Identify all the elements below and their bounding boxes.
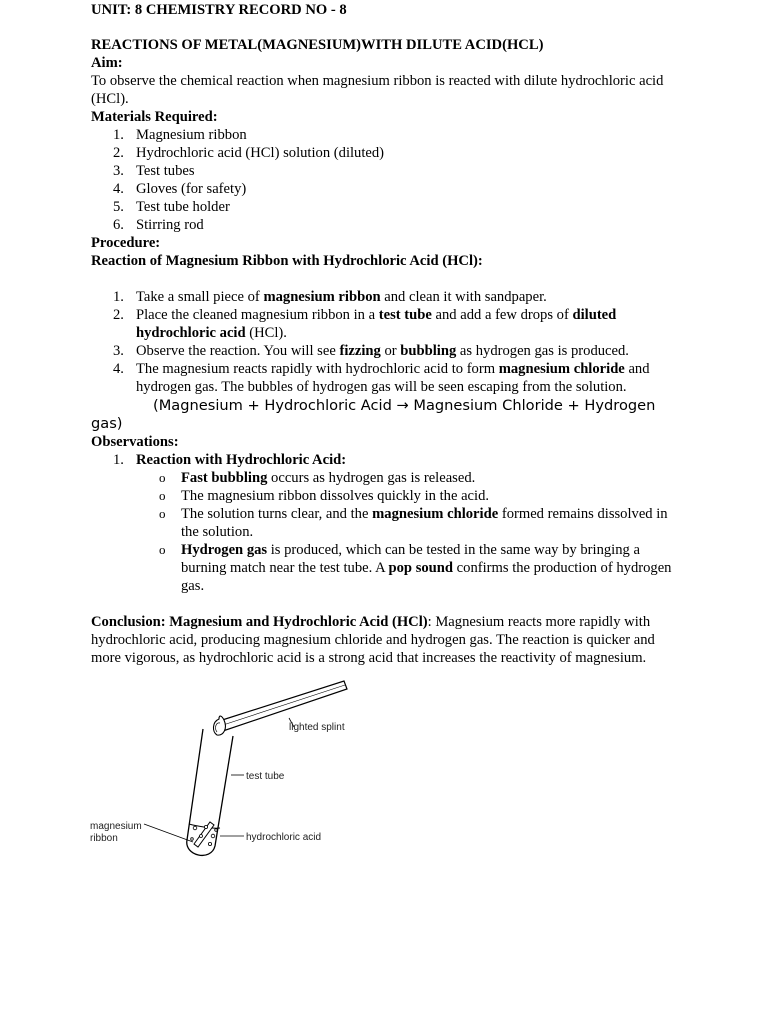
observation-text: is produced, which can be tested in the same way by bringing a burning match near the test tube. A [181, 542, 640, 576]
observation-text: formed remains dissolved in the solution. [181, 506, 668, 540]
step-text: Take a small piece of [136, 289, 264, 305]
material-item [91, 144, 681, 162]
procedure-step [91, 306, 681, 342]
materials-heading: Materials Required: [91, 109, 218, 125]
material-item [91, 198, 681, 216]
step-text: (HCl). [245, 325, 287, 341]
document-body [91, 54, 681, 667]
bullet-marker: o [159, 542, 166, 557]
apparatus-diagram [86, 676, 376, 876]
step-emphasis: bubbling [400, 343, 457, 359]
material-number: 1. [113, 127, 124, 143]
step-text: The magnesium reacts rapidly with hydrochloric acid to form [136, 361, 499, 377]
conclusion-label: Conclusion: Magnesium and Hydrochloric Acid (HCl) [91, 614, 428, 630]
material-item [91, 126, 681, 144]
material-number: 6. [113, 217, 124, 233]
material-text: Gloves (for safety) [136, 181, 247, 197]
step-text: Place the cleaned magnesium ribbon in a [136, 307, 379, 323]
observation-emphasis: pop sound [388, 560, 454, 576]
observation-text: occurs as hydrogen gas is released. [267, 470, 476, 486]
step-text: or [380, 343, 401, 359]
step-text: and hydrogen gas. The bubbles of hydrogen gas will be seen escaping from the solution. [136, 361, 650, 395]
material-text: Test tubes [136, 163, 195, 179]
material-number: 4. [113, 181, 124, 197]
flame-icon [213, 716, 225, 735]
procedure-subheading: Reaction of Magnesium Ribbon with Hydrochloric Acid (HCl): [91, 253, 483, 269]
bullet-marker: o [159, 506, 166, 521]
observation-point [91, 505, 681, 541]
label-test-tube: test tube [246, 771, 285, 782]
apparatus-svg [86, 676, 376, 876]
observation-point [91, 469, 681, 487]
observation-group [91, 451, 681, 469]
record-header: UNIT: 8 CHEMISTRY RECORD NO - 8 [91, 2, 347, 18]
label-magnesium: magnesium [90, 821, 142, 832]
step-text: and add a few drops of [431, 307, 573, 323]
material-number: 3. [113, 163, 124, 179]
observation-group-heading: Reaction with Hydrochloric Acid: [136, 452, 347, 468]
label-ribbon: ribbon [90, 833, 118, 844]
procedure-step [91, 342, 681, 360]
conclusion [91, 613, 681, 667]
observation-emphasis: Hydrogen gas [181, 542, 268, 558]
aim-text: To observe the chemical reaction when magnesium ribbon is reacted with dilute hydrochloric acid (HCl). [91, 73, 664, 107]
label-lighted-splint: lighted splint [289, 722, 345, 733]
step-number: 4. [113, 361, 124, 377]
experiment-title: REACTIONS OF METAL(MAGNESIUM)WITH DILUTE ACID(HCL) [91, 37, 544, 53]
observation-group-item [91, 451, 681, 469]
material-text: Test tube holder [136, 199, 230, 215]
materials-list [91, 126, 681, 234]
procedure-steps [91, 288, 681, 396]
observation-emphasis: magnesium chloride [372, 506, 499, 522]
material-text: Hydrochloric acid (HCl) solution (diluted) [136, 145, 385, 161]
observations-heading: Observations: [91, 434, 179, 450]
procedure-heading: Procedure: [91, 235, 161, 251]
bullet-marker: o [159, 488, 166, 503]
step-text: as hydrogen gas is produced. [456, 343, 629, 359]
material-text: Magnesium ribbon [136, 127, 247, 143]
observation-point [91, 487, 681, 505]
observation-points [91, 469, 681, 595]
step-emphasis: fizzing [339, 343, 381, 359]
material-item [91, 162, 681, 180]
step-text: Observe the reaction. You will see [136, 343, 340, 359]
step-emphasis: diluted hydrochloric acid [136, 307, 617, 341]
procedure-step [91, 288, 681, 306]
step-number: 1. [113, 289, 124, 305]
observation-emphasis: Fast bubbling [181, 470, 268, 486]
observation-text: The magnesium ribbon dissolves quickly in the acid. [181, 488, 490, 504]
material-number: 5. [113, 199, 124, 215]
procedure-step [91, 360, 681, 396]
material-item [91, 216, 681, 234]
step-emphasis: magnesium chloride [498, 361, 625, 377]
aim-heading: Aim: [91, 55, 123, 71]
material-item [91, 180, 681, 198]
observation-text: The solution turns clear, and the [181, 506, 373, 522]
bullet-marker: o [159, 470, 166, 485]
conclusion-text: : Magnesium reacts more rapidly with hydrochloric acid, producing magnesium chloride and hydrogen gas. The reaction is quicker and more vigorous, as hydrochloric acid is a strong acid that increases the reactivity of magnesium. [91, 614, 655, 666]
step-number: 3. [113, 343, 124, 359]
observation-text: confirms the production of hydrogen gas. [181, 560, 672, 594]
observation-group-number: 1. [113, 452, 124, 468]
step-text: and clean it with sandpaper. [380, 289, 547, 305]
step-number: 2. [113, 307, 124, 323]
observation-point [91, 541, 681, 595]
step-emphasis: test tube [378, 307, 432, 323]
step-emphasis: magnesium ribbon [263, 289, 381, 305]
test-tube [187, 729, 233, 855]
material-number: 2. [113, 145, 124, 161]
label-hydrochloric-acid: hydrochloric acid [246, 832, 322, 843]
material-text: Stirring rod [136, 217, 204, 233]
word-equation: (Magnesium + Hydrochloric Acid → Magnesium Chloride + Hydrogen gas) [91, 397, 656, 432]
